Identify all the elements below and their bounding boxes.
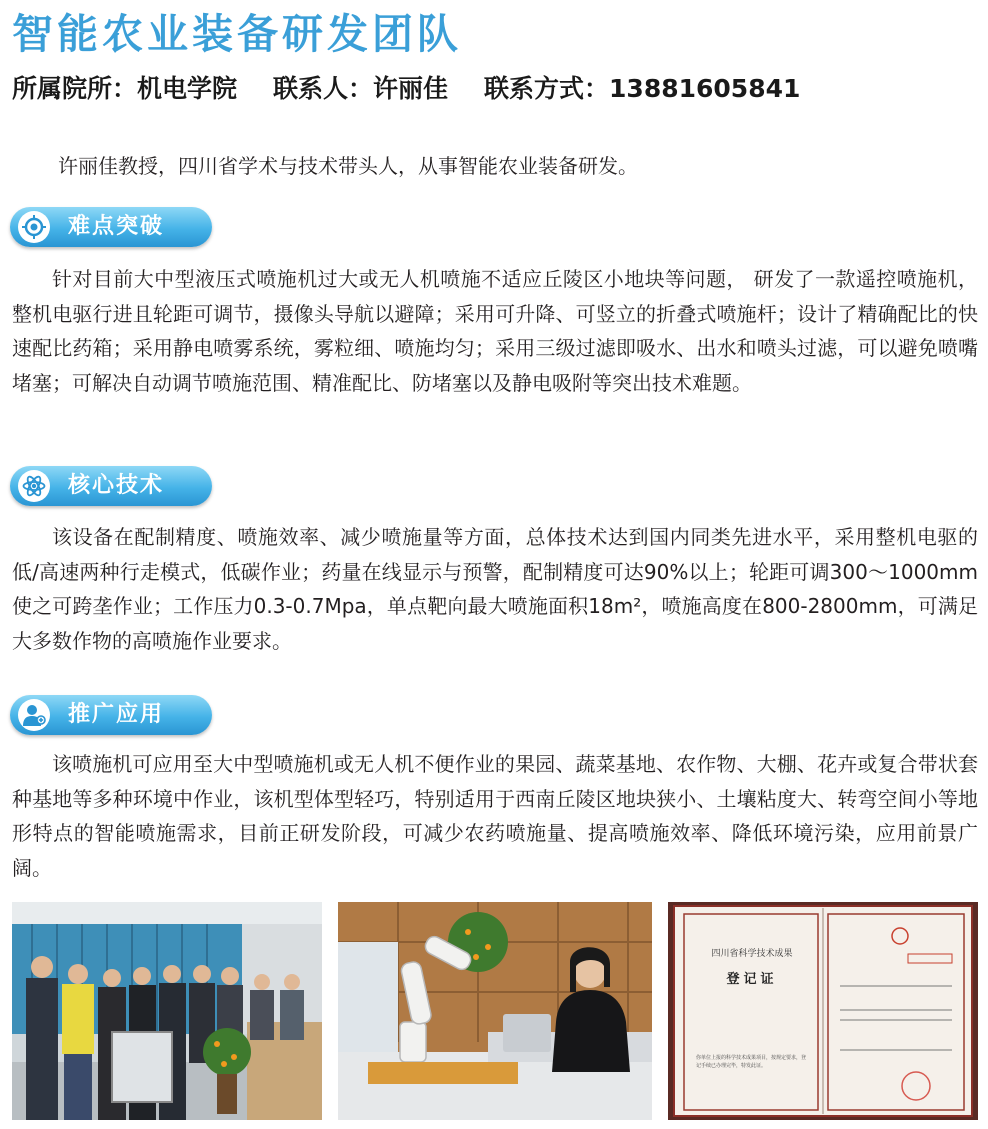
page-title: 智能农业装备研发团队 xyxy=(12,10,462,58)
researcher-photo xyxy=(338,902,652,1120)
section-body-difficulty: 针对目前大中型液压式喷施机过大或无人机喷施不适应丘陵区小地块等问题， 研发了一款遥控喷施机，整机电驱行进且轮距可调节，摄像头导航以避障；采用可升降、可竖立的折叠式喷施杆；设计了精确配比的快速配比药箱；采用静电喷雾系统，雾粒细、喷施均匀；采用三级过滤即吸水、出水和喷头过滤，可以避免喷嘴堵塞；可解决自动调节喷施范围、精准配比、防堵塞以及静电吸附等突出技术难题。 xyxy=(12,267,978,395)
section-heading-difficulty xyxy=(10,207,212,247)
contact-phone-label: 联系方式：13881605841 xyxy=(484,74,801,103)
certificate-title: 登记证 xyxy=(726,972,778,987)
institute-label: 所属院所：机电学院 xyxy=(12,74,238,103)
certificate-photo xyxy=(668,902,978,1120)
section-body-core-tech: 该设备在配制精度、喷施效率、减少喷施量等方面，总体技术达到国内同类先进水平，采用整机电驱的低/高速两种行走模式，低碳作业；药量在线显示与预警，配制精度可达90%以上；轮距可调300～1000mm使之可跨垄作业；工作压力0.3-0.7Mpa，单点靶向最大喷施面积18m²，喷施高度在800-2800mm，可满足大多数作物的高喷施作业要求。 xyxy=(12,525,978,653)
section-heading-label: 核心技术 xyxy=(68,473,165,498)
contact-person-label: 联系人：许丽佳 xyxy=(273,74,449,103)
intro-text: 许丽佳教授，四川省学术与技术带头人，从事智能农业装备研发。 xyxy=(58,154,638,178)
contact-info xyxy=(12,71,800,107)
section-heading-label: 难点突破 xyxy=(68,214,165,239)
section-heading-label: 推广应用 xyxy=(68,702,165,727)
atom-icon xyxy=(18,470,50,502)
section-heading-application xyxy=(10,695,212,735)
person-icon xyxy=(18,699,50,731)
target-icon xyxy=(18,211,50,243)
section-heading-core-tech xyxy=(10,466,212,506)
certificate-issuer: 四川省科学技术成果 xyxy=(711,949,793,959)
certificate-text: 你单位上报的科学技术成果项目，按规定要求，登记手续已办理完毕，特发此证。 xyxy=(696,1055,807,1069)
team-photo xyxy=(12,902,322,1120)
section-body-application: 该喷施机可应用至大中型喷施机或无人机不便作业的果园、蔬菜基地、农作物、大棚、花卉或复合带状套种基地等多种环境中作业，该机型体型轻巧，特别适用于西南丘陵区地块狭小、土壤粘度大、转弯空间小等地形特点的智能喷施需求，目前正研发阶段，可减少农药喷施量、提高喷施效率、降低环境污染，应用前景广阔。 xyxy=(12,752,978,880)
